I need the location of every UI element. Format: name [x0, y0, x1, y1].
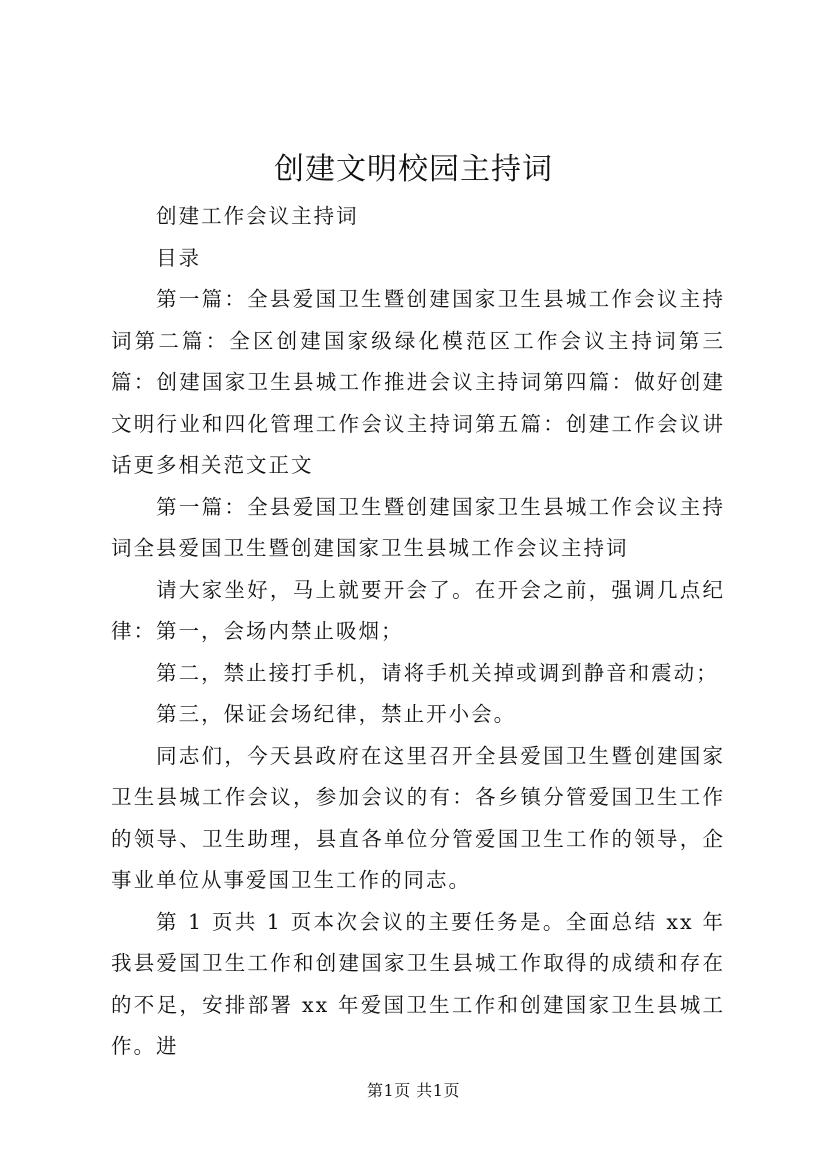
paragraph-subtitle: 创建工作会议主持词	[156, 204, 359, 228]
paragraph-toc: 第一篇：全县爱国卫生暨创建国家卫生县城工作会议主持词第二篇：全区创建国家级绿化模范区工作会议主持词第三篇：创建国家卫生县城工作推进会议主持词第四篇：做好创建文明行业和四化管理工作会议主持词第五篇：创建工作会议讲话更多相关范文正文	[111, 287, 725, 477]
paragraph-tasks: 第 1 页共 1 页本次会议的主要任务是。全面总结 xx 年我县爱国卫生工作和创建国家卫生县城工作取得的成绩和存在的不足，安排部署 xx 年爱国卫生工作和创建国家卫生县城工作。进	[111, 909, 725, 1058]
page-footer: 第1页 共1页	[367, 1081, 460, 1100]
paragraph-rule-three: 第三，保证会场纪律，禁止开小会。	[156, 702, 517, 726]
paragraph-section-heading: 第一篇：全县爱国卫生暨创建国家卫生县城工作会议主持词全县爱国卫生暨创建国家卫生县城工作会议主持词	[111, 494, 725, 560]
paragraph-rules-intro: 请大家坐好，马上就要开会了。在开会之前，强调几点纪律：第一，会场内禁止吸烟；	[111, 577, 725, 643]
paragraph-attendees: 同志们，今天县政府在这里召开全县爱国卫生暨创建国家卫生县城工作会议，参加会议的有：各乡镇分管爱国卫生工作的领导、卫生助理，县直各单位分管爱国卫生工作的领导，企事业单位从事爱国卫生工作的同志。	[111, 743, 725, 892]
document-body	[111, 196, 725, 1068]
document-title: 创建文明校园主持词	[274, 152, 553, 187]
paragraph-toc-heading: 目录	[156, 245, 202, 270]
paragraph-rule-two: 第二，禁止接打手机，请将手机关掉或调到静音和震动；	[156, 660, 719, 685]
